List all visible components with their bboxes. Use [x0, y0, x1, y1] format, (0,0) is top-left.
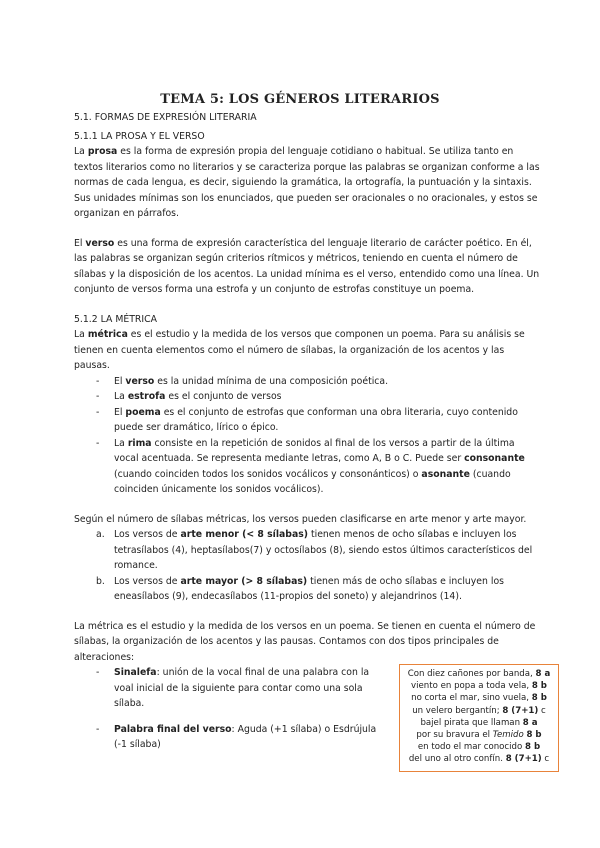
paragraph-silabas: Según el número de sílabas métricas, los versos pueden clasificarse en arte menor y arte mayor.	[74, 513, 527, 525]
list-item-arte-mayor: b. Los versos de arte mayor (> 8 sílabas) tienen más de ocho sílabas e incluyen los eneasílabos (9), endecasílabos (11-propios del soneto) y alejandrinos (14).	[96, 575, 504, 602]
poem-line: un velero bergantín; 8 (7+1) c	[412, 705, 546, 716]
document-body	[74, 110, 540, 753]
list-item-estrofa: - La estrofa es el conjunto de versos	[96, 389, 540, 405]
list-item-sinalefa: - Sinalefa: unión de la vocal final de una palabra con la voal inicial de la siguiente para contar como una sola sílaba.	[96, 665, 386, 712]
paragraph-prosa: La prosa es la forma de expresión propia del lenguaje cotidiano o habitual. Se utiliza tanto en textos literarios como no literarios y se caracteriza porque las palabras se organizan conforme a las normas de cada lengua, es decir, siguiendo la gramática, la ortografía, la puntuación y la sintaxis. Sus unidades mínimas son los enunciados, que pueden ser oracionales o no oracionales, y estos se organizan en párrafos.	[74, 146, 540, 219]
poem-line: Con diez cañones por banda, 8 a	[407, 669, 551, 679]
section-heading-prosa-verso: 5.1.1 LA PROSA Y EL VERSO	[74, 130, 205, 142]
paragraph-metrica: La métrica es el estudio y la medida de los versos que componen un poema. Para su análisis se tienen en cuenta elementos como el número de sílabas, la organización de los acentos y las pausas.	[74, 329, 525, 371]
arte-list	[74, 527, 540, 605]
paragraph-verso: El verso es una forma de expresión característica del lenguaje literario de carácter poético. En él, las palabras se organizan según criterios rítmicos y métricos, teniendo en cuenta el número de sílabas y la disposición de los acentos. La unidad mínima es el verso, entendido como una línea. Un conjunto de versos forma una estrofa y un conjunto de estrofas constituye un poema.	[74, 237, 540, 295]
list-item-arte-menor: a. Los versos de arte menor (< 8 sílabas) tienen menos de ocho sílabas e incluyen los tetrasílabos (4), heptasílabos(7) y octosílabos (8), siendo estos últimos característicos del romance.	[96, 529, 533, 571]
poem-line: en todo el mar conocido 8 b	[417, 742, 541, 753]
list-item-palabra-final: - Palabra final del verso: Aguda (+1 sílaba) o Esdrújula (-1 sílaba)	[96, 722, 386, 753]
paragraph-alteraciones: La métrica es el estudio y la medida de los versos en un poema. Se tienen en cuenta el número de sílabas, la organización de los acentos y las pausas. Contamos con dos tipos principales de alteraciones:	[74, 620, 536, 663]
list-item-verso: - El verso es la unidad mínima de una composición poética.	[96, 374, 540, 390]
section-heading-metrica: 5.1.2 LA MÉTRICA	[74, 313, 157, 325]
poem-example-box	[399, 664, 559, 772]
poem-line: del uno al otro confín. 8 (7+1) c	[408, 754, 550, 765]
section-heading-formas: 5.1. FORMAS DE EXPRESIÓN LITERARIA	[74, 112, 257, 123]
poem-line: no corta el mar, sino vuela, 8 b	[411, 693, 547, 704]
poem-line: por su bravura el Temido 8 b	[416, 730, 542, 741]
page-title: TEMA 5: LOS GÉNEROS LITERARIOS	[160, 92, 440, 107]
poem-line: viento en popa a toda vela, 8 b	[411, 681, 547, 692]
definitions-list	[74, 374, 540, 498]
list-item-rima: - La rima consiste en la repetición de sonidos al final de los versos a partir de la última vocal acentuada. Se representa mediante letras, como A, B o C. Puede ser consonante (cuando coinciden todos los sonidos vocálicos y consonánticos) o asonante (cuando coinciden únicamente los sonidos vocálicos).	[96, 436, 540, 498]
list-item-poema: - El poema es el conjunto de estrofas que conforman una obra literaria, cuyo contenido puede ser dramático, lírico o épico.	[96, 405, 540, 436]
alteraciones-list	[74, 665, 386, 753]
poem-line: bajel pirata que llaman 8 a	[420, 717, 538, 728]
